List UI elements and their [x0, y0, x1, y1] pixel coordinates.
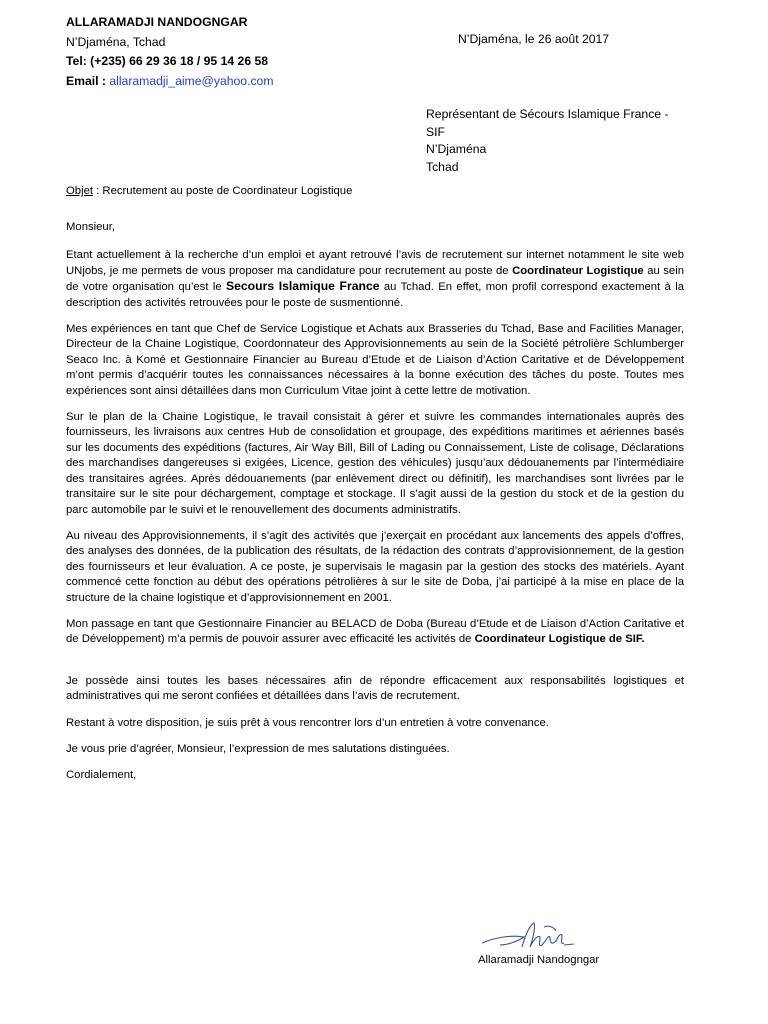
sender-email [66, 72, 273, 92]
recipient-block [426, 106, 696, 176]
paragraph-4: Au niveau des Approvisionnements, il s’agit des activités que j’exerçait en procédant aux lancements des appels d’offres, des analyses des données, de la publication des résultats, de la rédaction des contrats d’approvisionnement, de la gestion des fournisseurs et leur évaluation. A ce poste, je supervisais le magasin par la gestion des stocks des matériels. Ayant commencé cette fonction au début des opérations pétrolières à sur le site de Doba, j’ai participé à la mise en place de la structure de la chaine logistique et d’approvisionnement en 2001. [66, 529, 684, 604]
paragraph-3: Sur le plan de la Chaine Logistique, le travail consistait à gérer et suivre les commandes internationales auprès des fournisseurs, les livraisons aux centres Hub de consolidation et groupage, des expéditions maritimes et aériennes basés sur les documents des expéditions (factures, Air Way Bill, Bill of Lading ou Connaissement, Liste de colisage, Déclarations des marchandises dangereuses si exigées, Licence, gestion des véhicules) jusqu’aux dédouanements par l’intermédiaire des transitaires agrées. Après dédouanements (par enlèvement direct ou définitif), les marchandises sont livrées par le transitaire sur le site pour déchargement, comptage et stockage. Il s’agit aussi de la gestion du stock et de la gestion du parc automobile par le suivi et le renouvellement des documents administratifs. [66, 411, 684, 516]
recipient-line-2: SIF [426, 124, 445, 139]
recipient-line-3: N’Djaména [426, 142, 487, 156]
signer-name: Allaramadji Nandogngar [478, 954, 600, 966]
p1-text-c: au sein de votre organisation qu’est le [66, 264, 684, 294]
p1-bold-organisation: Secours Islamique France [226, 279, 380, 294]
paragraph-7: Restant à votre disposition, je suis prêt à vous rencontrer lors d’un entretien à votre convenance. [66, 716, 549, 729]
recipient-line-1: Représentant de Sécours Islamique France - [426, 107, 669, 121]
subject-text: : Recrutement au poste de Coordinateur Logistique [93, 185, 353, 197]
paragraph-5 [66, 617, 684, 648]
paragraph-1 [66, 248, 684, 311]
sender-phone [66, 52, 273, 72]
greeting: Monsieur, [66, 221, 115, 233]
paragraph-6: Je possède ainsi toutes les bases nécessaires afin de répondre efficacement aux responsabilités logistiques et administratives qui me seront confiées et détaillées dans l’avis de recrutement. [66, 674, 684, 703]
p1-text-e: au Tchad. En effet, mon profil correspond exactement à la description des activités retrouvées pour le poste de susmentionné. [66, 281, 684, 309]
sender-block [66, 13, 273, 91]
p5-bold-position: Coordinateur Logistique de SIF. [474, 633, 645, 646]
sender-city: N’Djaména, Tchad [66, 34, 166, 49]
paragraph-2: Mes expériences en tant que Chef de Service Logistique et Achats aux Brasseries du Tchad, Base and Facilities Manager, Directeur de la Chaine Logistique, Coordonnateur des Approvisionnements au sein de la Société pétrolière Schlumberger Seaco Inc. à Komé et Gestionnaire Financier au Bureau d’Etude et de Liaison d’Action Caritative et de Développement m’ont permis d’acquérir toutes les connaissances nécessaires à la bonne exécution des tâches du poste. Toutes mes expériences sont ainsi détaillées dans mon Curriculum Vitae joint à cette lettre de motivation. [66, 323, 684, 397]
p5-text-a: Mon passage en tant que Gestionnaire Financier au BELACD de Doba (Bureau d’Etude et de Liaison d’Action Caritative et de Développement) m’a permis de pouvoir assurer avec efficacité les activités de [66, 617, 684, 646]
signature-icon [478, 919, 578, 953]
sender-name: ALLARAMADJI NANDOGNGAR [66, 15, 248, 29]
subject-line [66, 185, 352, 197]
paragraph-8: Je vous prie d’agréer, Monsieur, l’expression de mes salutations distinguées. [66, 742, 450, 755]
p1-text-a: Etant actuellement à la recherche d’un emploi et ayant retrouvé l’avis de recrutement sur internet notamment le site web UNjobs, je me permets de vous proposer ma candidature pour recrutement au poste de [66, 249, 684, 277]
closing: Cordialement, [66, 769, 137, 782]
letter-body [66, 220, 684, 795]
p1-bold-position: Coordinateur Logistique [512, 264, 644, 277]
letter-date: N’Djaména, le 26 août 2017 [458, 32, 610, 46]
phone-label: Tel: [66, 54, 87, 68]
phone-value: (+235) 66 29 36 18 / 95 14 26 58 [90, 54, 269, 68]
email-link[interactable]: allaramadji_aime@yahoo.com [109, 73, 274, 88]
subject-label: Objet [66, 185, 94, 197]
email-label: Email : [66, 73, 106, 88]
recipient-line-4: Tchad [426, 159, 459, 174]
